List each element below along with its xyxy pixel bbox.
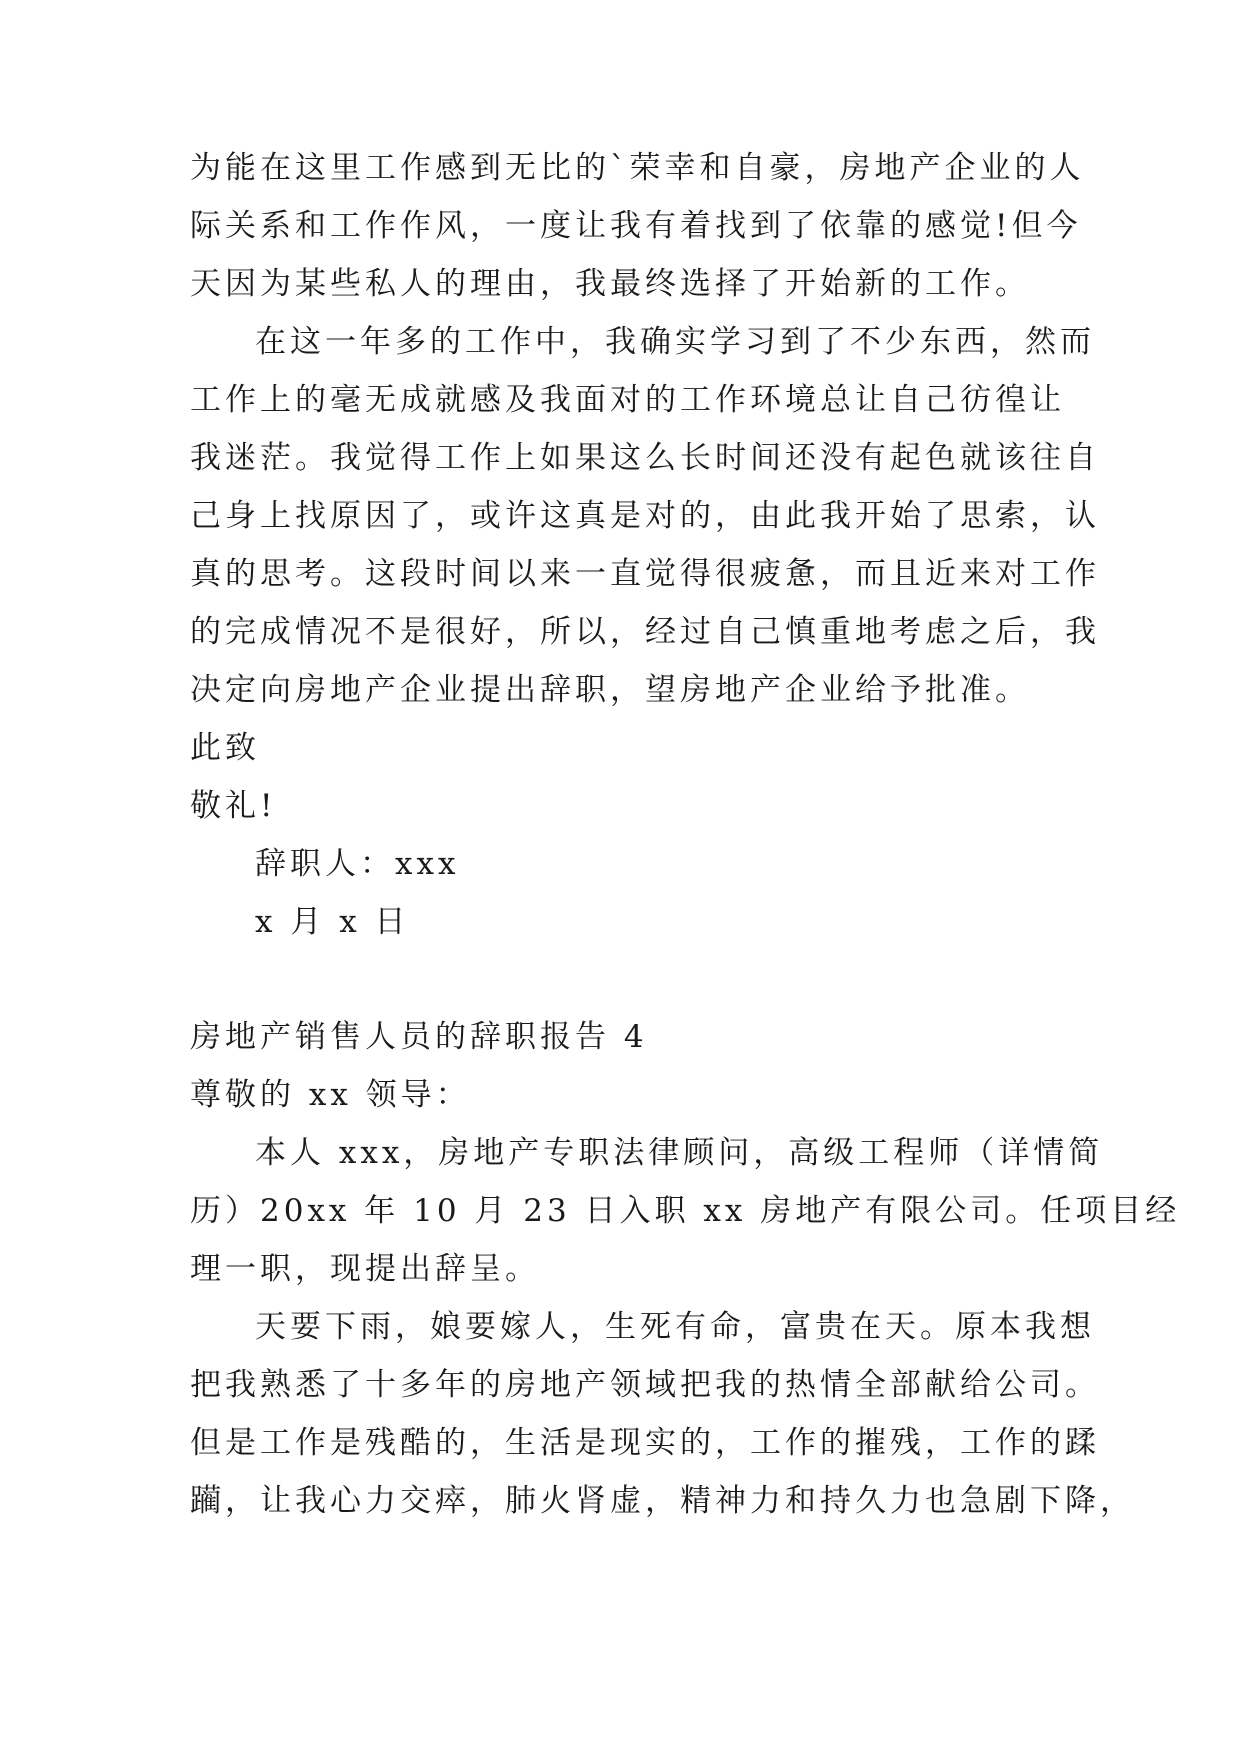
- text-line: 际关系和工作作风，一度让我有着找到了依靠的感觉!但今: [190, 208, 1082, 244]
- salutation-closing: 敬礼!: [190, 788, 277, 824]
- text-line: 决定向房地产企业提出辞职，望房地产企业给予批准。: [190, 672, 1030, 708]
- text-line: 把我熟悉了十多年的房地产领域把我的热情全部献给公司。: [190, 1367, 1100, 1403]
- date-line: x 月 x 日: [255, 904, 410, 940]
- text-line: 真的思考。这段时间以来一直觉得很疲惫，而且近来对工作: [190, 556, 1100, 592]
- text-line: 躏，让我心力交瘁，肺火肾虚，精神力和持久力也急剧下降，: [190, 1483, 1135, 1519]
- text-line: 己身上找原因了，或许这真是对的，由此我开始了思索，认: [190, 498, 1100, 534]
- text-line: 为能在这里工作感到无比的`荣幸和自豪，房地产企业的人: [190, 150, 1085, 186]
- text-line: 理一职，现提出辞呈。: [190, 1251, 540, 1287]
- text-line: 的完成情况不是很好，所以，经过自己慎重地考虑之后，我: [190, 614, 1100, 650]
- text-line: 天因为某些私人的理由，我最终选择了开始新的工作。: [190, 266, 1030, 302]
- text-line: 历）20xx 年 10 月 23 日入职 xx 房地产有限公司。任项目经: [190, 1193, 1181, 1229]
- signature-line: 辞职人：xxx: [255, 846, 460, 882]
- section-title: 房地产销售人员的辞职报告 4: [190, 1019, 648, 1055]
- paragraph-first-line: 在这一年多的工作中，我确实学习到了不少东西，然而: [255, 324, 1095, 360]
- text-line: 工作上的毫无成就感及我面对的工作环境总让自己彷徨让: [190, 382, 1065, 418]
- text-line: 但是工作是残酷的，生活是现实的，工作的摧残，工作的蹂: [190, 1425, 1100, 1461]
- paragraph-first-line: 本人 xxx，房地产专职法律顾问，高级工程师（详情简: [255, 1135, 1104, 1171]
- text-line: 我迷茫。我觉得工作上如果这么长时间还没有起色就该往自: [190, 440, 1100, 476]
- paragraph-first-line: 天要下雨，娘要嫁人，生死有命，富贵在天。原本我想: [255, 1309, 1095, 1345]
- salutation: 尊敬的 xx 领导：: [190, 1077, 471, 1113]
- closing-phrase: 此致: [190, 730, 260, 766]
